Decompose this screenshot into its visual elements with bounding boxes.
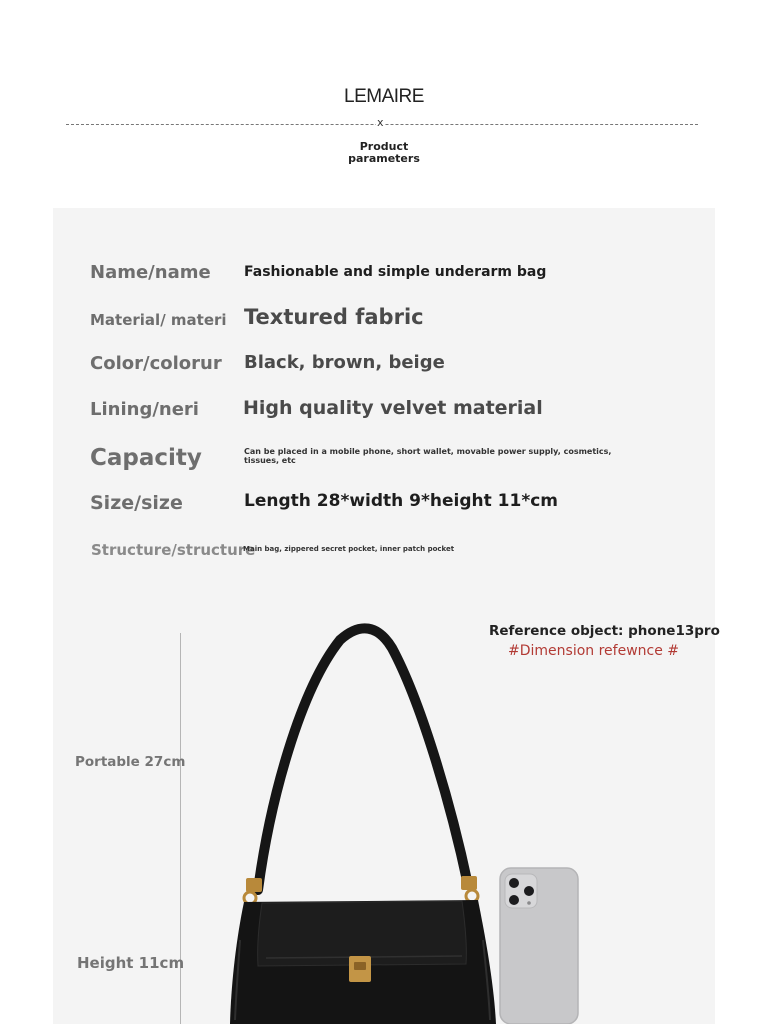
param-value-structure: Main bag, zippered secret pocket, inner patch pocket bbox=[243, 545, 455, 553]
param-value-lining: High quality velvet material bbox=[243, 397, 543, 419]
camera-lens-3 bbox=[524, 886, 534, 896]
param-label-size: Size/size bbox=[90, 492, 183, 514]
param-value-material: Textured fabric bbox=[244, 305, 424, 329]
subtitle-line-1: Product bbox=[359, 140, 409, 153]
param-label-lining: Lining/neri bbox=[90, 399, 199, 420]
height-label: Height 11cm bbox=[77, 954, 185, 972]
param-label-color: Color/colorur bbox=[90, 353, 222, 374]
param-value-size: Length 28*width 9*height 11*cm bbox=[244, 491, 559, 511]
camera-lens-2 bbox=[509, 895, 519, 905]
capacity-line-1: Can be placed in a mobile phone, short wallet, movable power supply, cosmetics, bbox=[244, 447, 612, 456]
param-value-color: Black, brown, beige bbox=[244, 352, 445, 373]
param-value-name: Fashionable and simple underarm bag bbox=[244, 264, 547, 280]
param-label-material: Material/ materi bbox=[90, 311, 227, 329]
param-label-capacity: Capacity bbox=[90, 445, 202, 471]
portable-length-label: Portable 27cm bbox=[75, 754, 186, 770]
param-label-name: Name/name bbox=[90, 262, 211, 283]
camera-lens-1 bbox=[509, 878, 519, 888]
subtitle-line-2: parameters bbox=[348, 152, 420, 165]
divider-mark: x bbox=[377, 116, 384, 129]
reference-object-label: Reference object: phone13pro bbox=[489, 623, 720, 639]
brand-logo: LEMAIRE bbox=[344, 86, 424, 107]
param-label-structure: Structure/structure bbox=[91, 541, 256, 559]
capacity-line-2: tissues, etc bbox=[244, 456, 296, 465]
dimension-reference-label: #Dimension refewnce # bbox=[508, 643, 680, 659]
